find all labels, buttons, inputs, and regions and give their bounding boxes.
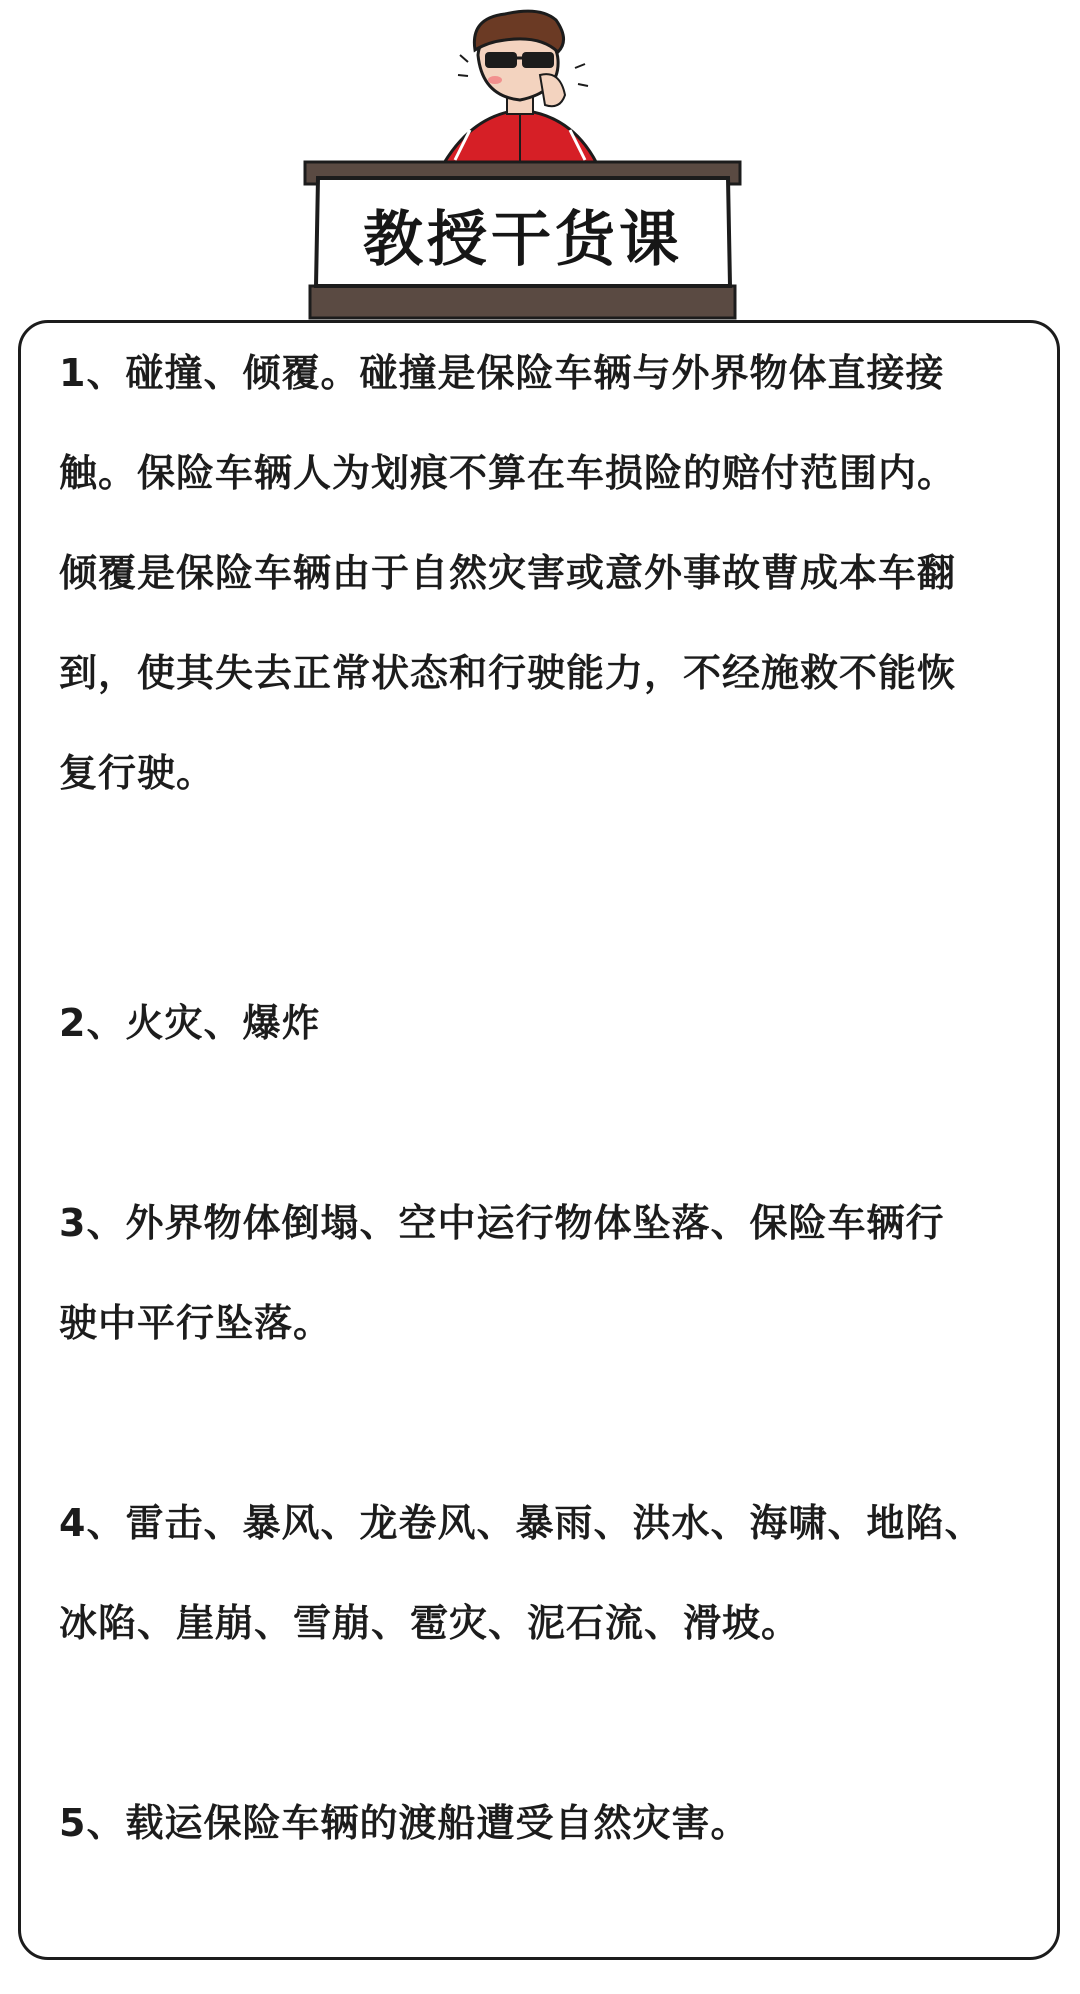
item-text-line: 4、雷击、暴风、龙卷风、暴雨、洪水、海啸、地陷、: [59, 1501, 984, 1545]
item-text-line: 3、外界物体倒塌、空中运行物体坠落、保险车辆行: [59, 1201, 945, 1245]
list-item: [59, 1173, 1019, 1373]
item-text-line: 2、火灾、爆炸: [59, 1001, 321, 1045]
item-text-line: 复行驶。: [59, 751, 216, 795]
item-text-line: 触。保险车辆人为划痕不算在车损险的赔付范围内。: [59, 451, 957, 495]
item-text-line: 1、碰撞、倾覆。碰撞是保险车辆与外界物体直接接: [59, 351, 945, 395]
item-text-line: 倾覆是保险车辆由于自然灾害或意外事故曹成本车翻: [59, 551, 957, 595]
list-item: [59, 973, 1019, 1073]
list-item: [59, 1773, 1019, 1873]
item-text-line: 到，使其失去正常状态和行驶能力，不经施救不能恢: [59, 651, 957, 695]
content-card: [18, 320, 1060, 1960]
list-item: [59, 323, 1019, 823]
page-title: 教授干货课: [363, 205, 683, 275]
item-text-line: 驶中平行坠落。: [59, 1301, 333, 1345]
item-text-line: 冰陷、崖崩、雪崩、雹灾、泥石流、滑坡。: [59, 1601, 801, 1645]
item-text-line: 5、载运保险车辆的渡船遭受自然灾害。: [59, 1801, 750, 1845]
list-item: [59, 1473, 1019, 1673]
